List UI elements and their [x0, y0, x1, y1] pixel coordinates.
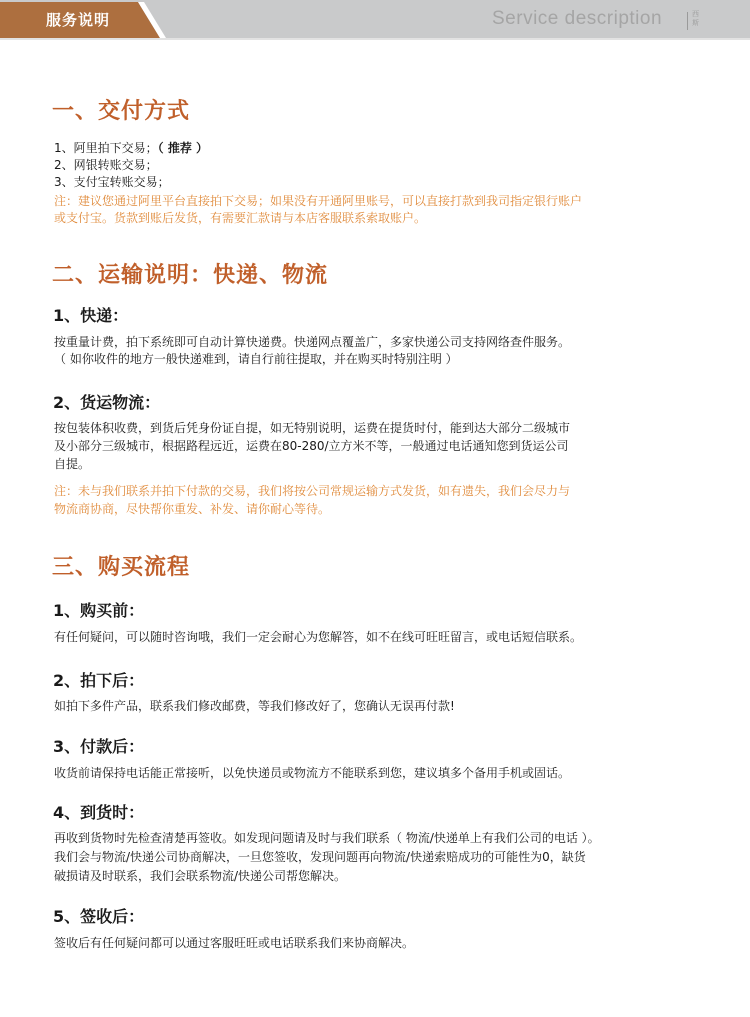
- delivery-item: [54, 140, 208, 156]
- header-divider: [0, 38, 750, 40]
- delivery-item: 2、网银转账交易；: [54, 158, 158, 172]
- header-title-en: Service description: [492, 8, 663, 29]
- freight-text: 按包装体积收费，到货后凭身份证自提，如无特别说明，运费在提货时付，能到达大部分二级城市: [54, 421, 571, 435]
- freight-text: 及小部分三级城市，根据路程远近，运费在80-280/立方米不等，一般通过电话通知您到货运公司: [54, 439, 569, 453]
- step-title: 5、签收后：: [53, 907, 145, 926]
- delivery-item-text: 1、阿里拍下交易；: [54, 141, 158, 155]
- delivery-note: 或支付宝。货款到账后发货，有需要汇款请与本店客服联系索取账户。: [54, 211, 427, 225]
- freight-title: 2、货运物流：: [53, 393, 161, 412]
- header-title: 服务说明: [46, 11, 111, 29]
- freight-note: 物流商协商，尽快帮你重发、补发、请你耐心等待。: [54, 502, 331, 516]
- section-title-shipping: 二、运输说明：快递、物流: [52, 263, 329, 288]
- step-title: 3、付款后：: [53, 737, 145, 756]
- step-text: 有任何疑问，可以随时咨询哦，我们一定会耐心为您解答，如不在线可旺旺留言，或电话短信联系。: [54, 630, 583, 644]
- delivery-item: 3、支付宝转账交易；: [54, 175, 170, 189]
- freight-note: 注：未与我们联系并拍下付款的交易，我们将按公司常规运输方式发货，如有遗失，我们会尽力与: [54, 484, 571, 498]
- step-text: 收货前请保持电话能正常接听，以免快递员或物流方不能联系到您，建议填多个备用手机或固话。: [54, 766, 571, 780]
- header-mark-char: 斯: [692, 19, 699, 27]
- header-separator: [687, 12, 688, 30]
- step-text: 破损请及时联系，我们会联系物流/快递公司帮您解决。: [54, 869, 347, 883]
- section-title-purchase: 三、购买流程: [52, 555, 191, 580]
- section-title-delivery: 一、交付方式: [52, 99, 191, 124]
- recommend-label: （ 推荐 ）: [157, 141, 208, 155]
- step-text: 如拍下多件产品，联系我们修改邮费，等我们修改好了，您确认无误再付款!: [54, 699, 455, 713]
- express-text: （ 如你收件的地方一般快递难到，请自行前往提取，并在购买时特别注明 ）: [54, 352, 458, 366]
- step-title: 2、拍下后：: [53, 671, 145, 690]
- step-title: 4、到货时：: [53, 803, 145, 822]
- delivery-note: 注：建议您通过阿里平台直接拍下交易；如果没有开通阿里账号，可以直接打款到我司指定银行账户: [54, 194, 583, 208]
- express-text: 按重量计费，拍下系统即可自动计算快递费。快递网点覆盖广，多家快递公司支持网络查件服务。: [54, 335, 571, 349]
- step-text: 签收后有任何疑问都可以通过客服旺旺或电话联系我们来协商解决。: [54, 936, 415, 950]
- express-title: 1、快递：: [53, 306, 129, 325]
- freight-text: 自提。: [54, 457, 91, 471]
- header-mark: [692, 10, 704, 32]
- step-title: 1、购买前：: [53, 601, 145, 620]
- step-text: 再收到货物时先检查清楚再签收。如发现问题请及时与我们联系（ 物流/快递单上有我们公司的电话 ）。: [54, 831, 600, 845]
- header-mark-char: 西: [692, 10, 699, 18]
- step-text: 我们会与物流/快递公司协商解决，一旦您签收，发现问题再向物流/快递索赔成功的可能性为0，缺货: [54, 850, 586, 864]
